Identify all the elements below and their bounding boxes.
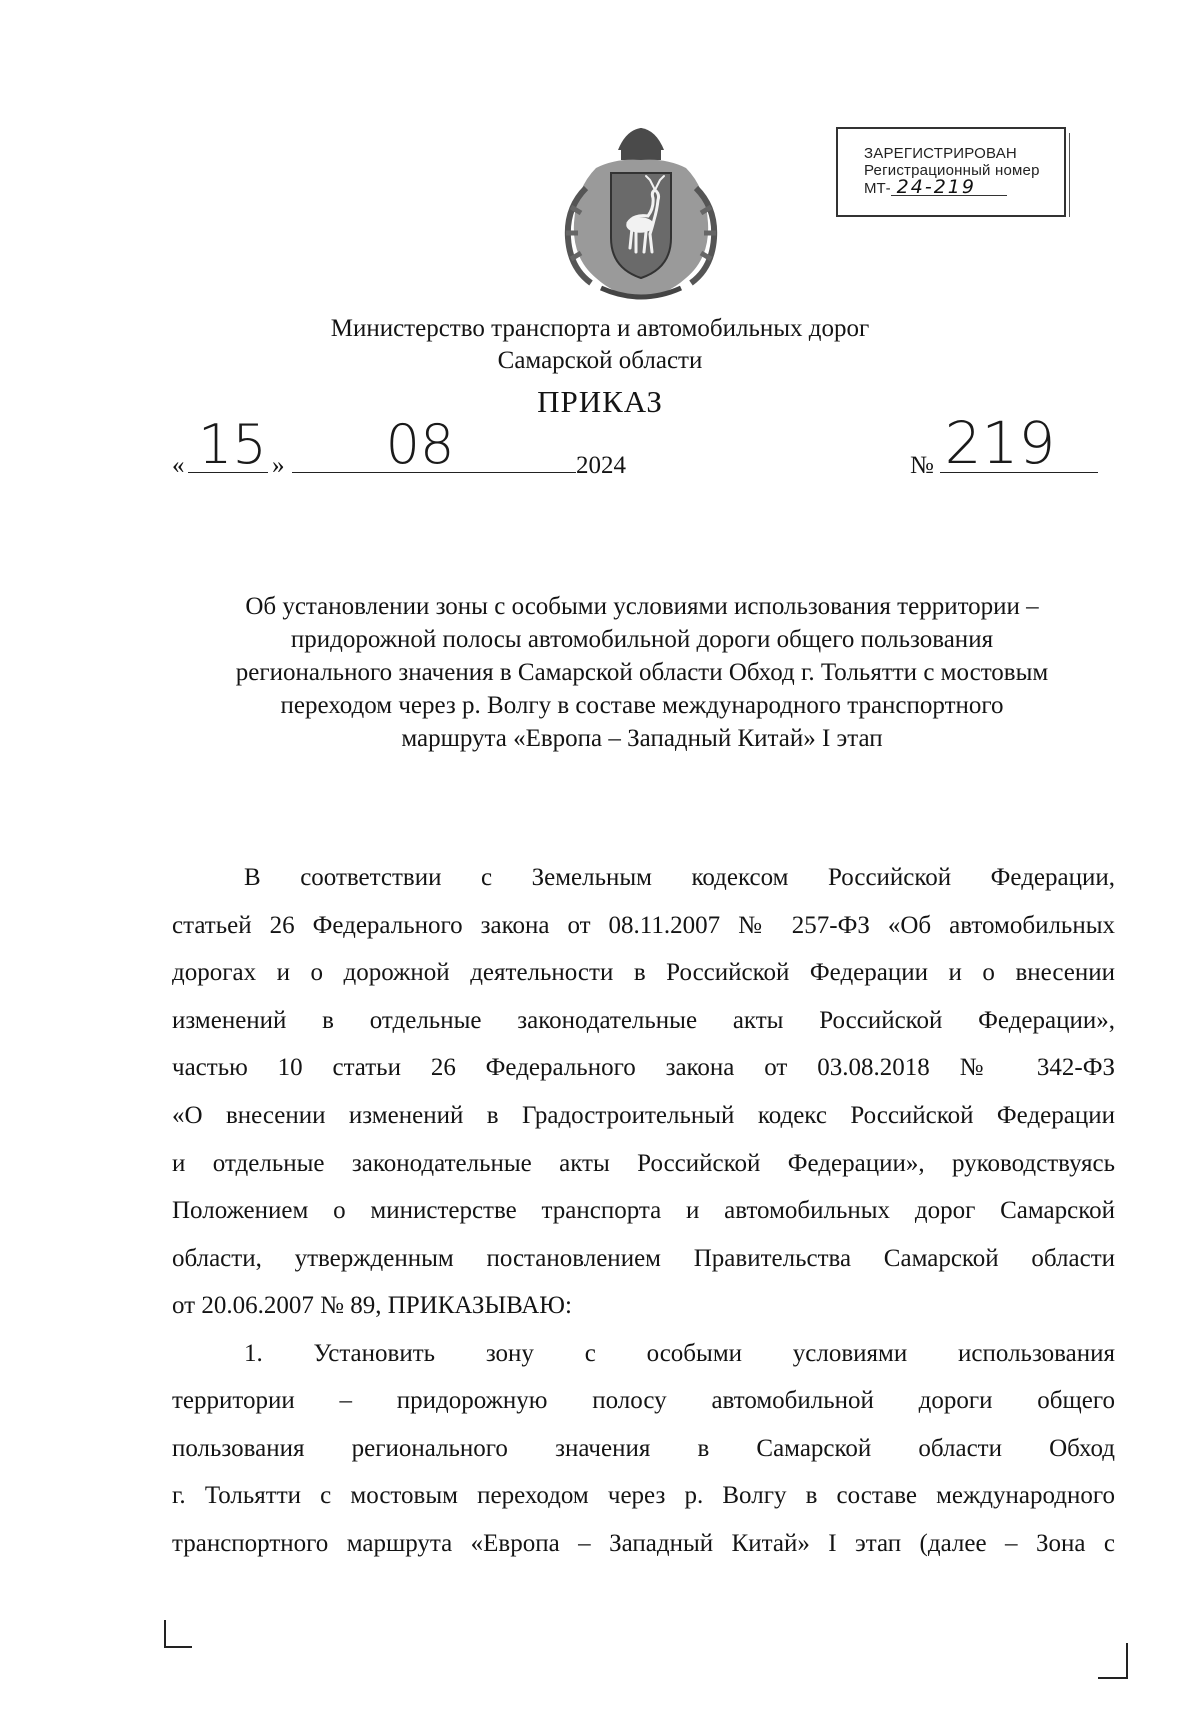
date-month-underline [292,472,576,473]
body-line: В соответствии с Земельным кодексом Российской Федерации, [244,864,1115,891]
body-line: статьей 26 Федерального закона от 08.11.2007 № 257-ФЗ «Об автомобильных [172,911,1115,939]
date-close-quote: » [272,452,285,479]
clause-1-paragraph [172,1330,1115,1567]
registration-stamp [836,127,1066,217]
stamp-number-row [864,176,1064,198]
body-line: и отдельные законодательные акты Российской Федерации», руководствуясь [172,1149,1115,1177]
body-line: Положением о министерстве транспорта и автомобильных дорог Самарской [172,1197,1115,1225]
order-number-underline [940,472,1098,473]
body-line: дорогах и о дорожной деятельности в Российской Федерации и о внесении [172,959,1115,987]
title-line: Об установлении зоны с особыми условиями использования территории – [245,593,1039,620]
ministry-name-line2: Самарской области [497,347,703,374]
title-line: переходом через р. Волгу в составе международного транспортного [280,692,1004,719]
title-line: регионального значения в Самарской области Обход г. Тольятти с мостовым [235,659,1049,686]
body-line: транспортного маршрута «Европа – Западный Китай» I этап (далее – Зона с [172,1529,1115,1557]
order-number-handwritten: 219 [944,409,1056,477]
ministry-name-line1: Министерство транспорта и автомобильных дорог [330,315,870,342]
preamble-paragraph [172,854,1115,1330]
body-line: г. Тольятти с мостовым переходом через р. Волгу в составе международного [172,1482,1115,1510]
date-day-handwritten: 15 [198,413,267,476]
stamp-handwritten-number: 24-219 [891,179,1007,196]
date-open-quote: « [172,452,185,479]
date-month-handwritten: 08 [385,413,455,476]
stamp-registered-label: ЗАРЕГИСТРИРОВАН [864,145,1017,162]
date-year: 2024 [576,452,626,479]
corner-mark-bottom-right [1098,1643,1128,1679]
body-line: области, утвержденным постановлением Правительства Самарской области [172,1244,1115,1272]
order-body [172,854,1115,1567]
body-line: «О внесении изменений в Градостроительный кодекс Российской Федерации [172,1101,1115,1129]
stamp-reg-number-label: Регистрационный номер [864,162,1040,179]
document-type-title: ПРИКАЗ [537,384,663,419]
order-title [160,590,1124,755]
body-line: частью 10 статьи 26 Федерального закона от 03.08.2018 № 342-ФЗ [172,1054,1115,1082]
coat-of-arms-emblem [556,128,726,303]
date-day-underline [188,472,268,473]
body-line: территории – придорожную полосу автомобильной дороги общего [172,1387,1115,1415]
body-line: 1. Установить зону с особыми условиями использования [244,1339,1115,1367]
body-line: пользования регионального значения в Самарской области Обход [172,1434,1115,1462]
title-line: маршрута «Европа – Западный Китай» I этап [401,725,883,752]
number-sign: № [910,452,934,479]
body-line: от 20.06.2007 № 89, ПРИКАЗЫВАЮ: [172,1292,572,1320]
title-line: придорожной полосы автомобильной дороги общего пользования [290,626,994,653]
corner-mark-bottom-left [164,1620,192,1648]
stamp-prefix: МТ- [864,180,891,197]
body-line: изменений в отдельные законодательные акты Российской Федерации», [172,1006,1115,1034]
